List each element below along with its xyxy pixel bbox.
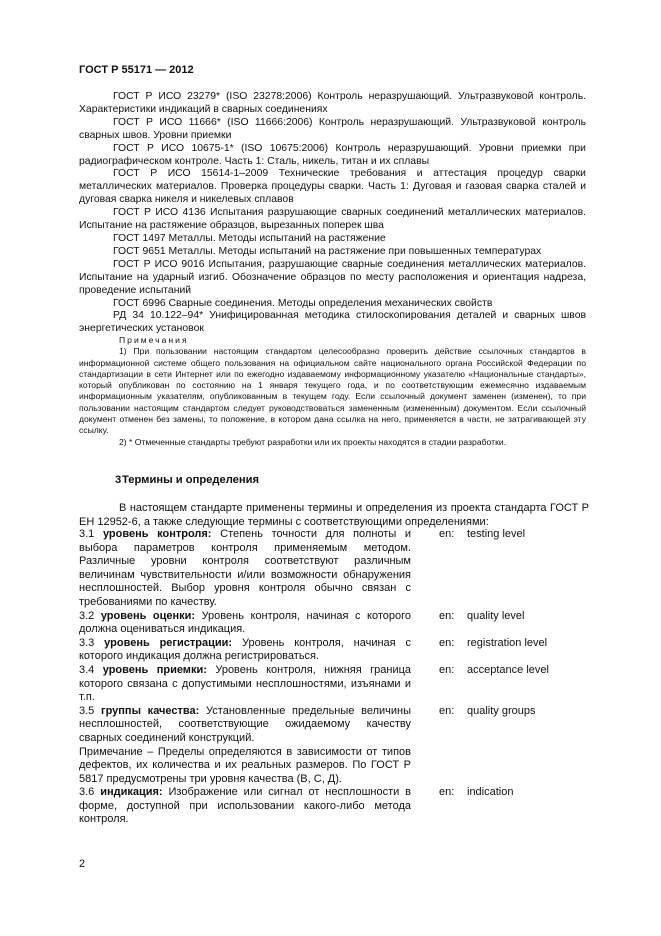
term-english	[439, 705, 536, 719]
reference-item: ГОСТ Р ИСО 4136 Испытания разрушающие сварных соединений металлических материалов. Испытание на растяжение образцов, вырезанных поперек шва	[79, 207, 586, 232]
term-number: 3.1	[79, 528, 95, 540]
term-english-name: testing level	[467, 528, 526, 540]
reference-item: ГОСТ 1497 Металлы. Методы испытаний на растяжение	[113, 232, 386, 244]
term-english-name: acceptance level	[467, 663, 549, 676]
term-definition: Изображение или сигнал от несплошности в форме, доступной при использовании какого-либо метода контроля.	[79, 786, 411, 826]
term-name: уровень приемки:	[102, 663, 207, 676]
en-tag: en:	[439, 704, 455, 717]
term-entry	[79, 664, 599, 705]
reference-item: ГОСТ 6996 Сварные соединения. Методы определения механических свойств	[113, 297, 493, 309]
term-body	[79, 528, 411, 610]
term-name: группы качества:	[101, 704, 200, 717]
reference-item: РД 34 10.122–94* Унифицированная методика стилоскопирования деталей и сварных швов энергетических установок	[79, 310, 586, 335]
term-number: 3.6	[79, 786, 95, 799]
term-definition: Установленные предельные величины несплошностей, соответствующие ожидаемому качеству сварных соединений конструкций.	[79, 704, 412, 744]
notes-block	[79, 335, 586, 448]
term-english-name: registration level	[467, 636, 548, 649]
term-english-name: indication	[467, 786, 514, 799]
en-tag: en:	[439, 528, 455, 540]
term-number: 3.3	[79, 636, 95, 649]
term-english	[439, 610, 524, 624]
term-name: уровень контроля:	[102, 528, 212, 540]
note-item: 1) При пользовании настоящим стандартом целесообразно проверить действие ссылочных стандартов в информационной системе общего пользования на официальном сайте национального органа Российской Федерации по стандартизации в сети Интернет или по ежегодно издаваемому информационному указателю «Национальные стандарты», который опубликован по состоянию на 1 января текущего года, и по соответствующим ежемесячно издаваемым информационным указателям, опубликованным в текущем году. Если ссылочный документ заменен (изменен), то при пользовании настоящим стандартом следует руководствоваться замененным (измененным) документом. Если ссылочный документ отменен без замены, то положение, в котором дана ссылка на него, применяется в части, не затрагивающей эту ссылку.	[79, 346, 586, 436]
term-entry	[79, 637, 599, 664]
term-name: уровень регистрации:	[104, 636, 233, 649]
reference-item: ГОСТ Р ИСО 9016 Испытания, разрушающие сварные соединения металлических материалов. Испытание на ударный изгиб. Обозначение образцов по месту расположения и ориентация надреза, проведение испытаний	[79, 258, 586, 296]
term-name: индикация:	[100, 786, 163, 799]
term-english	[439, 637, 547, 651]
intro-paragraph: В настоящем стандарте применены термины и определения из проекта стандарта ГОСТ Р ЕН 12952-6, а также следующие термины с соответствующими определениями:	[79, 502, 589, 528]
term-english-name: quality level	[467, 609, 525, 622]
reference-item: ГОСТ Р ИСО 11666* (ISO 11666:2006) Контроль неразрушающий. Ультразвуковой контроль сварных швов. Уровни приемки	[79, 116, 586, 141]
term-definition: Уровень контроля, начиная с которого индикация должна регистрироваться.	[79, 636, 411, 663]
term-english	[439, 786, 513, 800]
term-body	[79, 786, 411, 827]
term-number: 3.5	[79, 704, 95, 717]
term-body	[79, 610, 411, 637]
reference-item: ГОСТ 9651 Металлы. Методы испытаний на растяжение при повышенных температурах	[113, 245, 542, 257]
term-number: 3.2	[79, 609, 95, 622]
en-tag: en:	[439, 786, 455, 799]
term-entry	[79, 786, 599, 827]
term-definition: Уровень контроля, нижняя граница которого связана с допустимыми несплошностями, изъянами и т.п.	[79, 663, 412, 704]
term-name: уровень оценки:	[100, 609, 196, 622]
en-tag: en:	[439, 636, 455, 649]
term-body	[79, 664, 411, 705]
terms-list	[79, 528, 599, 827]
en-tag: en:	[439, 609, 455, 622]
section-title: Термины и определения	[122, 474, 260, 486]
reference-item: ГОСТ Р ИСО 10675-1* (ISO 10675:2006) Контроль неразрушающий. Уровни приемки при радиографическом контроле. Часть 1: Сталь, никель, титан и их сплавы	[79, 142, 586, 167]
term-definition: Уровень контроля, начиная с которого должна оцениваться индикация.	[79, 609, 411, 636]
term-english	[439, 528, 525, 542]
en-tag: en:	[439, 663, 455, 676]
term-definition: Степень точности для полноты и выбора параметров контроля применяемым методом. Различные уровни контроля соответствуют различным величинам чувствительности и/или возможности обнаружения несплошностей. Выбор уровня контроля обычно связан с требованиями по качеству.	[79, 528, 412, 608]
note-item: 2) * Отмеченные стандарты требуют разработки или их проекты находятся в стадии разработки.	[119, 436, 507, 447]
term-english-name: quality groups	[467, 704, 536, 717]
term-number: 3.4	[79, 663, 95, 676]
term-note: Примечание – Пределы определяются в зависимости от типов дефектов, их количества и их реальных размеров. По ГОСТ Р 5817 предусмотрены три уровня качества (В, С, Д).	[79, 745, 411, 785]
term-entry	[79, 610, 599, 637]
references-list	[79, 91, 586, 336]
section-heading	[79, 474, 259, 486]
term-entry	[79, 705, 599, 746]
reference-item: ГОСТ Р ИСО 23279* (ISO 23278:2006) Контроль неразрушающий. Ультразвуковой контроль. Характеристики индикаций в сварных соединениях	[79, 91, 586, 115]
page-number: 2	[79, 858, 86, 870]
term-body	[79, 637, 411, 664]
term-english	[439, 664, 549, 678]
section-number: 3	[115, 474, 122, 486]
document-header: ГОСТ Р 55171 — 2012	[79, 64, 194, 76]
reference-item: ГОСТ Р ИСО 15614-1–2009 Технические требования и аттестация процедур сварки металлических материалов. Проверка процедуры сварки. Часть 1: Дуговая и газовая сварка сталей и дуговая сварка никеля и никелевых сплавов	[79, 168, 586, 206]
section-intro	[79, 502, 589, 529]
notes-title: Примечания	[119, 335, 189, 345]
term-entry	[79, 528, 599, 610]
term-body	[79, 705, 411, 746]
